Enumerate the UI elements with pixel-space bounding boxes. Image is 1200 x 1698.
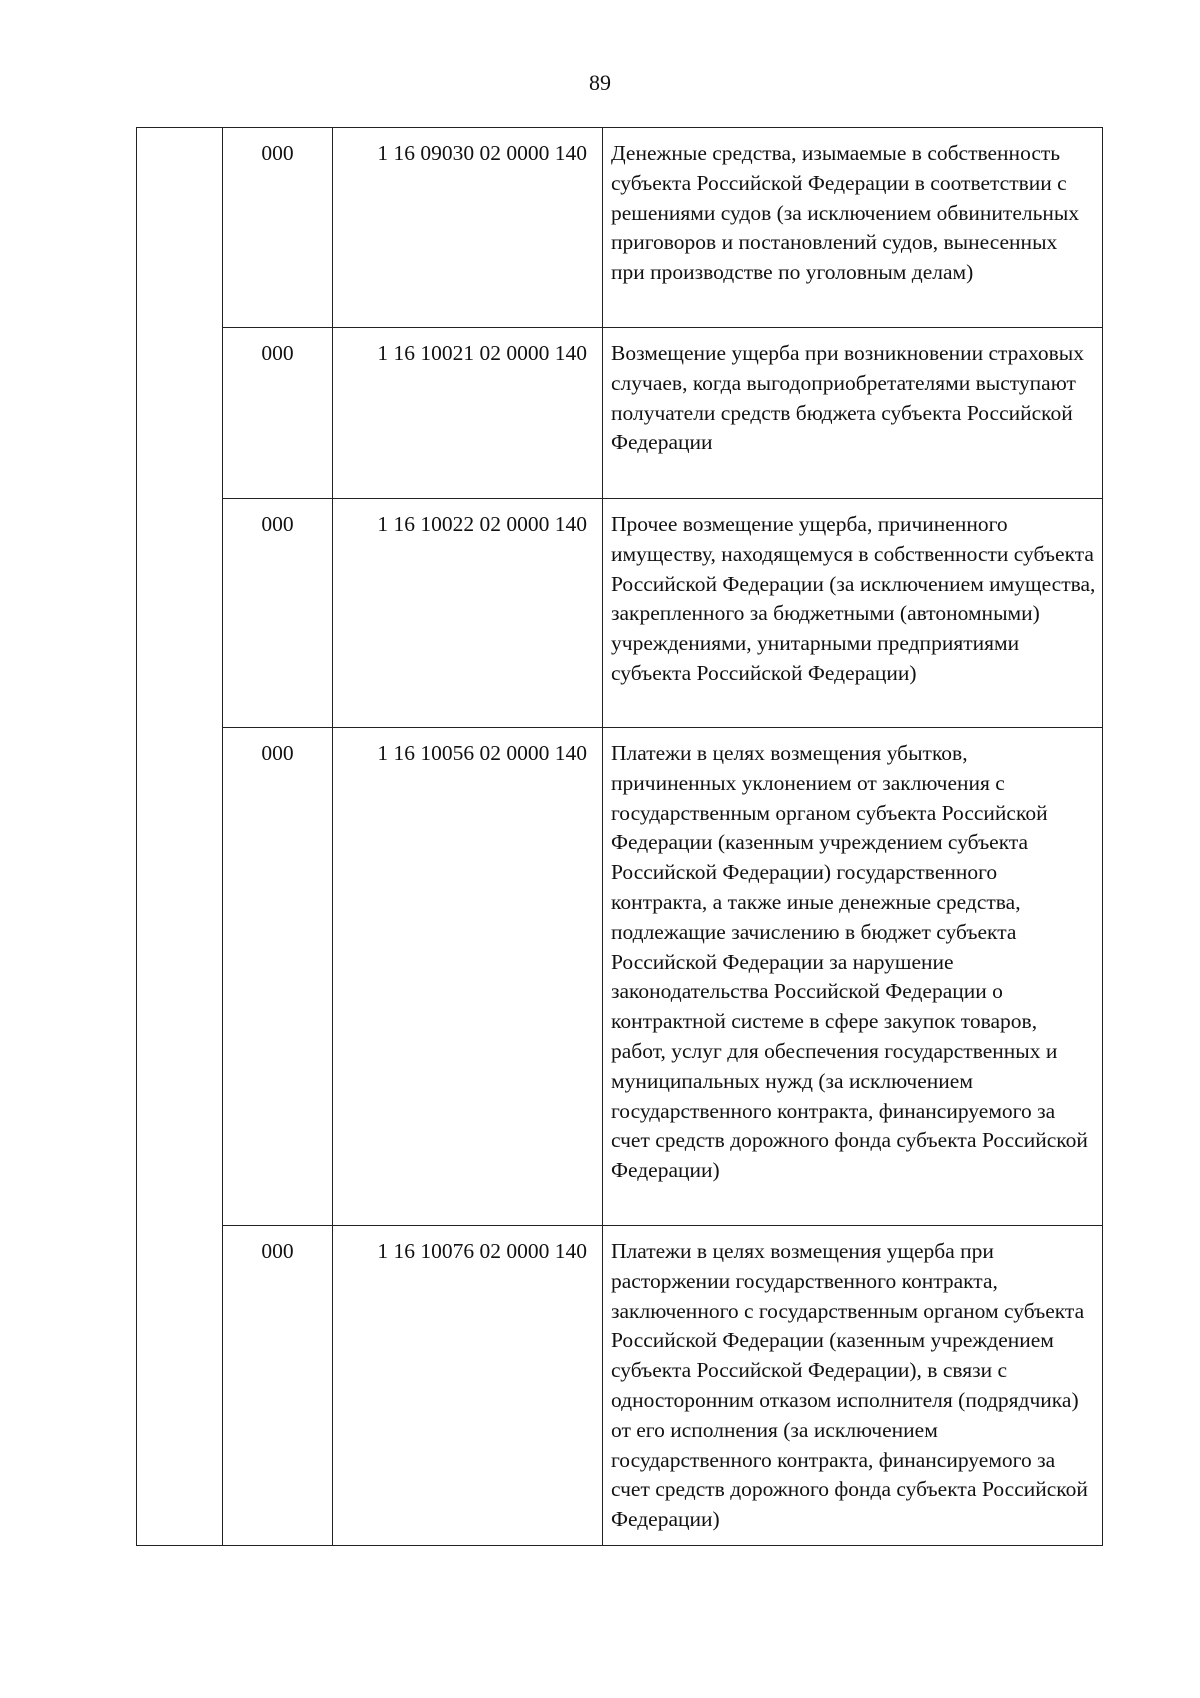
table-row — [137, 128, 1103, 328]
page-number: 89 — [589, 70, 611, 95]
table-row — [137, 1226, 1103, 1546]
admin-code-cell: 000 — [223, 499, 333, 728]
admin-code-cell: 000 — [223, 1226, 333, 1546]
description-cell: Денежные средства, изымаемые в собственность субъекта Российской Федерации в соответствии с решениями судов (за исключением обвинительных приговоров и постановлений судов, вынесенных при производстве по уголовным делам) — [603, 128, 1103, 328]
budget-code-cell: 1 16 10076 02 0000 140 — [333, 1226, 603, 1546]
table-row — [137, 728, 1103, 1226]
table-row — [137, 499, 1103, 728]
empty-first-column — [137, 128, 223, 1546]
table-row — [137, 328, 1103, 499]
budget-code-cell: 1 16 09030 02 0000 140 — [333, 128, 603, 328]
budget-code-cell: 1 16 10056 02 0000 140 — [333, 728, 603, 1226]
admin-code-cell: 000 — [223, 728, 333, 1226]
budget-code-cell: 1 16 10021 02 0000 140 — [333, 328, 603, 499]
budget-codes-table — [136, 127, 1103, 1546]
description-cell: Прочее возмещение ущерба, причиненного имуществу, находящемуся в собственности субъекта Российской Федерации (за исключением имущества, закрепленного за бюджетными (автономными) учреждениями, унитарными предприятиями субъекта Российской Федерации) — [603, 499, 1103, 728]
description-cell: Платежи в целях возмещения ущерба при расторжении государственного контракта, заключенного с государственным органом субъекта Российской Федерации (казенным учреждением субъекта Российской Федерации), в связи с односторонним отказом исполнителя (подрядчика) от его исполнения (за исключением государственного контракта, финансируемого за счет средств дорожного фонда субъекта Российской Федерации) — [603, 1226, 1103, 1546]
budget-code-cell: 1 16 10022 02 0000 140 — [333, 499, 603, 728]
description-cell: Возмещение ущерба при возникновении страховых случаев, когда выгодоприобретателями выступают получатели средств бюджета субъекта Российской Федерации — [603, 328, 1103, 499]
admin-code-cell: 000 — [223, 128, 333, 328]
description-cell: Платежи в целях возмещения убытков, причиненных уклонением от заключения с государственным органом субъекта Российской Федерации (казенным учреждением субъекта Российской Федерации) государственного контракта, а также иные денежные средства, подлежащие зачислению в бюджет субъекта Российской Федерации за нарушение законодательства Российской Федерации о контрактной системе в сфере закупок товаров, работ, услуг для обеспечения государственных и муниципальных нужд (за исключением государственного контракта, финансируемого за счет средств дорожного фонда субъекта Российской Федерации) — [603, 728, 1103, 1226]
admin-code-cell: 000 — [223, 328, 333, 499]
